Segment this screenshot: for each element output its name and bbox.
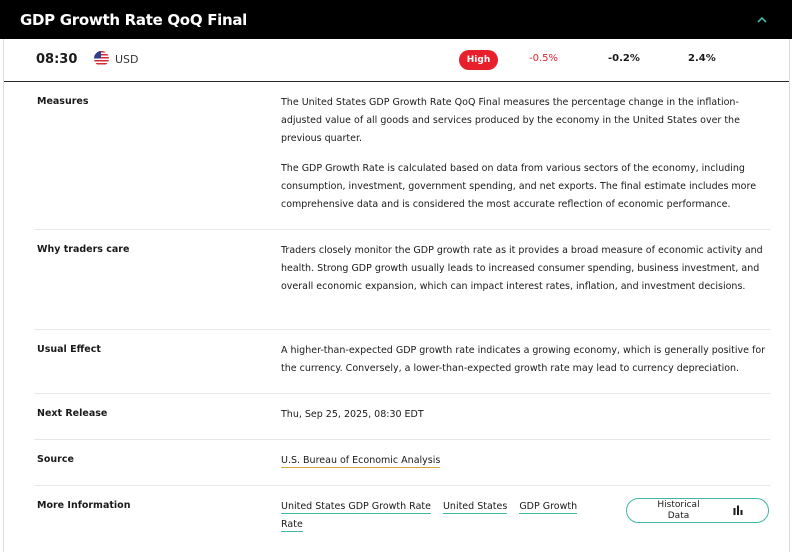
currency-code: USD	[115, 53, 139, 66]
why-traders-care-text: Traders closely monitor the GDP growth rate as it provides a broad measure of economic activity and health. Strong GDP growth usually leads to increased consumer spending, business investment, and overall economic expansion, which can impact interest rates, inflation, and investment decisions.	[281, 245, 763, 292]
actual-value: -0.5%	[529, 53, 559, 64]
source-link[interactable]: U.S. Bureau of Economic Analysis	[281, 455, 441, 466]
source-text	[281, 452, 771, 470]
chevron-up-icon[interactable]	[752, 10, 772, 30]
next-release-row	[34, 394, 770, 440]
usual-effect-text: A higher-than-expected GDP growth rate indicates a growing economy, which is generally positive for the currency. Conversely, a lower-than-expected growth rate may lead to currency depreciation.	[281, 345, 766, 374]
usual-effect-label: Usual Effect	[37, 344, 101, 355]
event-time: 08:30	[36, 52, 78, 67]
bar-chart-icon	[733, 505, 743, 516]
event-detail-panel	[3, 39, 790, 552]
forecast-value: -0.2%	[608, 53, 640, 64]
measures-text	[281, 94, 771, 214]
usual-effect-row	[34, 330, 770, 394]
more-information-row	[34, 486, 770, 552]
measures-row	[34, 82, 770, 230]
more-information-links	[281, 498, 601, 534]
historical-data-label: Historical Data	[657, 499, 700, 521]
historical-data-button[interactable]	[626, 498, 769, 523]
previous-value: 2.4%	[688, 53, 716, 64]
next-release-text: Thu, Sep 25, 2025, 08:30 EDT	[281, 409, 424, 420]
event-summary-row	[4, 39, 789, 82]
impact-badge: High	[459, 50, 498, 70]
source-label: Source	[37, 454, 74, 465]
more-information-label: More Information	[37, 500, 131, 511]
measures-paragraph-1: The United States GDP Growth Rate QoQ Final measures the percentage change in the inflation-adjusted value of all goods and services produced by the economy in the United States over the previous quarter.	[281, 97, 740, 144]
link-gdp-growth-rate[interactable]: GDP Growth Rate	[281, 501, 578, 530]
us-flag-icon	[94, 51, 109, 66]
next-release-label: Next Release	[37, 408, 108, 419]
measures-paragraph-2: The GDP Growth Rate is calculated based on data from various sectors of the economy, including consumption, investment, government spending, and net exports. The final estimate includes more comprehensive data and is considered the most accurate reflection of economic performance.	[281, 163, 757, 210]
event-title: GDP Growth Rate QoQ Final	[20, 10, 248, 29]
event-header[interactable]	[0, 0, 792, 39]
measures-label: Measures	[37, 96, 89, 107]
why-traders-care-row	[34, 230, 770, 330]
source-row	[34, 440, 770, 486]
link-us-gdp-growth-rate[interactable]: United States GDP Growth Rate	[281, 501, 431, 512]
link-united-states[interactable]: United States	[442, 501, 508, 512]
why-traders-care-label: Why traders care	[37, 244, 130, 255]
